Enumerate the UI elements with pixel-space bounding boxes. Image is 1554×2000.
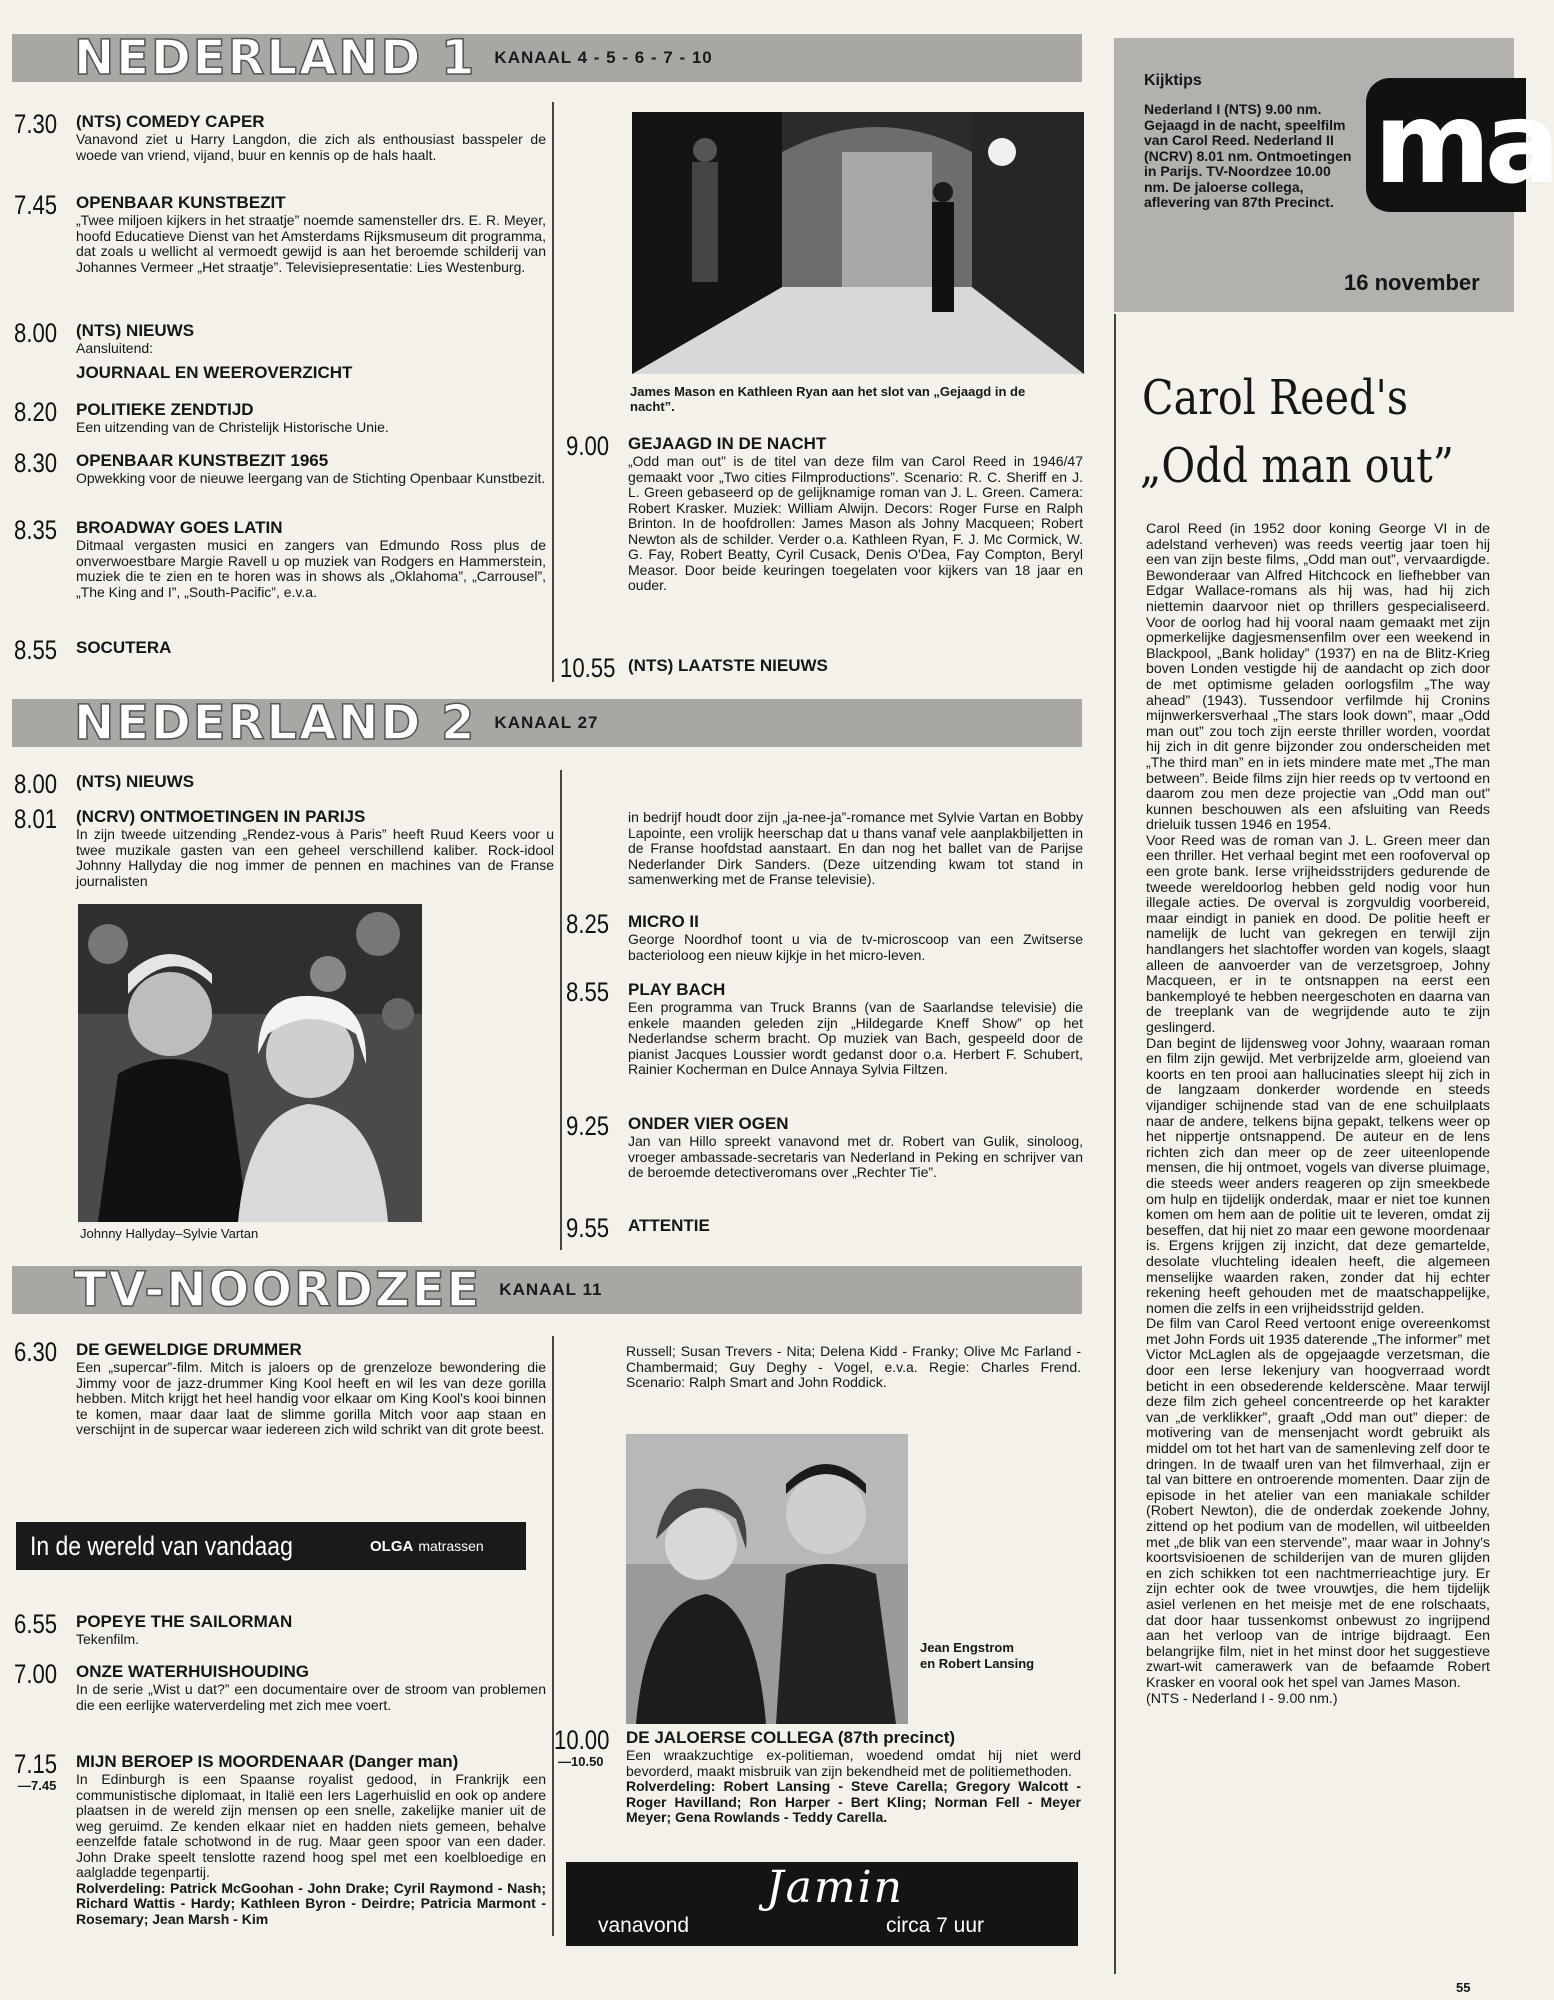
program-title: ONZE WATERHUISHOUDING — [76, 1662, 309, 1681]
program-time: 8.01 — [14, 804, 58, 834]
program-title: ONDER VIER OGEN — [628, 1114, 789, 1133]
program-text: Een programma van Truck Branns (van de Saarlandse televisie) die enkele maanden geleden zijn „Hildegarde Kneff Show” op het Nederlandse scherm bracht. Op muziek van Bach, gespeeld door de pianist Jacques Loussier wordt gedanst door o.a. Herbert F. Schubert, Rainier Kocherman en Dulce Annaya Sylvia Filtzen. — [628, 999, 1083, 1077]
program-time: 9.00 — [566, 431, 610, 461]
program-text: George Noordhof toont u via de tv-microscoop van een Zwitserse bacterioloog een nieuw kijkje in het micro-leven. — [628, 931, 1083, 963]
ad-brand: OLGA — [370, 1537, 414, 1555]
photo-caption-1: Jean Engstrom — [920, 1640, 1014, 1655]
article-paragraph: Carol Reed (in 1952 door koning George VI in de adelstand verheven) was reeds veertig jaar toen hij een van zijn beste films, „Odd man out”, vervaardigde. Bewonderaar van Alfred Hitchcock en liefhebber van Edgar Wallace-romans als hij was, had hij zich niettemin daarvoor niet op thrillers gespecialiseerd. Voor de oorlog had hij vooral naam gemaakt met zijn opmerkelijke dagjesmensenfilm over een weekend in Blackpool, „Bank holiday” (1937) en na de Blitz-Krieg boven Londen vestigde hij de aandacht op zich door de met optimisme geladen oorlogsfilm „The way ahead” (1943). Tussendoor verfilmde hij Cronins mijnwerkersverhaal „The stars look down”, maar „Odd man out” zou toch zijn eerste thriller worden, voordat hij zich in dit genre bijzonder zou onderscheiden met „The third man” en in iets mindere mate met „The man between”. Beide films zijn hier reeds op tv vertoond en daarom zou men deze projectie van „Odd man out” kunnen beschouwen als een afsluiting van Reeds drieluik tussen 1946 en 1954. — [1146, 521, 1490, 834]
program-time: 6.55 — [14, 1609, 58, 1639]
ad-text: In de wereld van vandaag — [30, 1530, 293, 1561]
program-time: 8.00 — [14, 769, 58, 799]
program-time: 8.35 — [14, 515, 58, 545]
channel-kanaal: KANAAL 11 — [499, 1280, 603, 1299]
program-entry — [14, 319, 549, 385]
day-logo-text: ma — [1374, 79, 1554, 209]
program-entry — [14, 770, 549, 798]
article-paragraph: De film van Carol Reed vertoont enige overeenkomst met John Fords uit 1935 daterende „The informer” met Victor McLaglen als de opgejaagde verzetsman, die door een Ierse lekenjury van hoogverraad wordt beticht in een obsederende kelderscène. Maar terwijl deze film zich geheel concentreerde op het karakter van „de verklikker”, graaft „Odd man out” dieper: de motivering van de mensenjacht wordt gebruikt als middel om tot het hart van de samenleving zelf door te dringen. In de twaalf uren van het filmverhaal, zijn er tal van bittere en ontroerende momenten. Daar zijn de episode in het atelier van een maniakale schilder (Robert Newton), die de onderdak zoekende Johny, zittend op het podium van de modellen, wil uitbeelden met „de blik van een stervende”, maar waar in Johny's koortsvisioenen de schilderijen van de muren glijden en zich schikken tot een nachtmerrieachtige jury. Er zijn echter ook de twee vrouwtjes, die hem tijdelijk asiel verlenen en het meisje met de ene rolschaats, dat door haar tussenkomst onbewust zo ingrijpend aan het verloop van de intrige bijdraagt. Een belangrijke film, niet in het minst door het suggestieve zwart-wit camerawerk van de befaamde Robert Krasker en vooral ook het spel van James Mason. — [1146, 1316, 1490, 1691]
program-entry — [14, 191, 549, 311]
program-title: (NCRV) ONTMOETINGEN IN PARIJS — [76, 807, 366, 826]
ad-brand-logo: Jamin — [766, 1862, 905, 1913]
channel-kanaal: KANAAL 27 — [494, 713, 599, 732]
program-time: 8.30 — [14, 448, 58, 478]
channel-title: NEDERLAND 2 — [74, 695, 477, 751]
program-entry — [14, 1660, 549, 1740]
program-entry — [560, 654, 1080, 684]
page-number: 55 — [1456, 1980, 1471, 1995]
kijktips-box — [1114, 38, 1554, 312]
program-title: POPEYE THE SAILORMAN — [76, 1612, 293, 1631]
article-title-line2: „Odd man out” — [1140, 438, 1454, 494]
program-entry — [14, 449, 549, 505]
program-title: ATTENTIE — [628, 1216, 710, 1235]
jamin-advertisement — [566, 1862, 1078, 1946]
column-divider — [552, 102, 554, 682]
program-title: DE JALOERSE COLLEGA (87th precinct) — [626, 1728, 956, 1747]
program-title: OPENBAAR KUNSTBEZIT — [76, 193, 286, 212]
photo-caption: Johnny Hallyday–Sylvie Vartan — [80, 1226, 259, 1241]
program-time: 7.15 — [14, 1749, 58, 1779]
program-cast: Rolverdeling: Robert Lansing - Steve Carella; Gregory Walcott - Roger Havilland; Ron Harper - Bert Kling; Norman Fell - Meyer Meyer; Gena Rowlands - Teddy Carella. — [626, 1778, 1081, 1825]
two-actors-illustration — [626, 1434, 908, 1724]
program-entry — [566, 1214, 1086, 1244]
program-text: In de serie „Wist u dat?” een documentaire over de stroom van problemen die een eerlijke waterverdeling met zich mee voert. — [76, 1681, 546, 1713]
nederland2-banner — [12, 695, 1082, 751]
program-text-continued — [628, 810, 1083, 888]
program-entry — [14, 110, 549, 180]
article-title-line1: Carol Reed's — [1142, 370, 1409, 426]
program-time: 8.00 — [14, 318, 58, 348]
ad-brand-suffix: matrassen — [418, 1538, 484, 1554]
program-text: Een uitzending van de Christelijk Historische Unie. — [76, 419, 389, 435]
nederland1-banner — [12, 30, 1082, 86]
program-title: (NTS) NIEUWS — [76, 772, 195, 791]
odd-man-out-photo — [632, 112, 1084, 374]
article-paragraph: Dan begint de lijdensweg voor Johny, waaraan roman en film zijn gewijd. Met verbrijzelde arm, gloeiend van koorts en ten prooi aan hallucinaties sleept hij zich in de langzaam donkerder wordende en steeds vijandiger schijnende stad van de ene schuilplaats naar de andere, telkens bijna gepakt, telkens weer op het nippertje ontsnappend. De auteur en de lens richten zich dan meer op de zeer uiteenlopende mensen, die hij ontmoet, vogels van diverse pluimage, die steeds weer anders reageren op zijn smeekbede om hulp en tijdelijk onderdak, maar er niet toe kunnen komen om hem aan de politie uit te leveren, omdat zij beseffen, dat hij niet zo maar een gewone moordenaar is. Ergens krijgen zij inzicht, dat deze gemartelde, desolate vluchteling idealen heeft, die algemeen menselijke waarden raken, zonder dat hij echter rekening heeft gehouden met de maatschappelijke, nomen die zelfs in een vrijheidsstrijd gelden. — [1146, 1035, 1490, 1317]
program-title: DE GEWELDIGE DRUMMER — [76, 1340, 302, 1359]
program-description: Een wraakzuchtige ex-politieman, woedend omdat hij niet werd bevorderd, maakt misbruik van zijn bekendheid met de politiemethoden. — [626, 1747, 1081, 1779]
program-title: SOCUTERA — [76, 638, 172, 657]
program-time: 7.30 — [14, 109, 58, 139]
program-title: (NTS) LAATSTE NIEUWS — [628, 656, 828, 675]
program-title: (NTS) NIEUWS — [76, 321, 195, 340]
column-divider — [560, 770, 562, 1250]
program-time: 8.25 — [566, 909, 610, 939]
program-text: Vanavond ziet u Harry Langdon, die zich als enthousiast basspeler de woede van vriend, vijand, buur en kennis op de hals haalt. — [76, 131, 546, 163]
program-text: Opwekking voor de nieuwe leergang van de Stichting Openbaar Kunstbezit. — [76, 470, 546, 486]
channel-title: NEDERLAND 1 — [74, 30, 477, 86]
program-time: 9.25 — [566, 1111, 610, 1141]
program-end-time: —7.45 — [18, 1778, 57, 1793]
program-text: „Odd man out” is de titel van deze film van Carol Reed in 1946/47 gemaakt voor „Two cities Filmproductions”. Scenario: R. C. Sheriff en J. L. Green gebaseerd op de gelijknamige roman van J. L. Green. Camera: Robert Krasker. Muziek: William Alwijn. Decors: Roger Furse en Ralph Brinton. In de hoofdrollen: James Mason als Johny Macqueen; Robert Newton als de schilder. Verder o.a. Kathleen Ryan, F. J. Mc Cormick, W. G. Fay, Robert Beatty, Cyril Cusack, Denis O'Dea, Fay Compton, Beryl Measor. Door beide keuringen toegelaten voor kijkers van 18 jaar en ouder. — [628, 453, 1083, 593]
program-end-time: —10.50 — [558, 1754, 604, 1769]
program-text: Aansluitend: — [76, 340, 154, 356]
ad-left-text: vanavond — [598, 1914, 690, 1937]
program-entry — [14, 1338, 549, 1478]
program-entry — [14, 398, 549, 440]
program-time: 6.30 — [14, 1337, 58, 1367]
program-title: BROADWAY GOES LATIN — [76, 518, 283, 537]
column-divider — [1114, 314, 1116, 1974]
program-entry — [554, 1726, 1084, 1856]
program-entry — [14, 1610, 549, 1654]
program-subtitle: JOURNAAL EN WEEROVERZICHT — [76, 363, 353, 382]
program-title: MICRO II — [628, 912, 699, 931]
program-time: 7.45 — [14, 190, 58, 220]
program-text — [626, 1748, 1081, 1826]
program-description: In Edinburgh is een Spaanse royalist gedood, in Frankrijk een communistische diplomaat, in Italië een Iers Lagerhuislid en ook op andere plaatsen in de wereld zijn mensen op een snelle, zakelijke manier uit de weg geruimd. Ze kenden elkaar niet en hadden niets gemeen, behalve eenzelfde fatale schotwond in de rug. Maar geen spoor van een dader. John Drake speelt tenslotte razend hoog spel met een koelbloedige en aalgladde tegenpartij. — [76, 1771, 546, 1880]
article-paragraph: Voor Reed was de roman van J. L. Green meer dan een thriller. Het verhaal begint met een roofoverval op een grote bank. Ierse vrijheidsstrijders gedurende de tweede wereldoorlog hebben geld nodig voor hun illegale acties. De overval is zorgvuldig voorbereid, maar eindigt in paniek en dood. De politie heeft er namelijk de lucht van gekregen en terwijl zijn handlangers het slachtoffer worden van kogels, slaagt alleen de aanvoerder van de verzetsgroep, Johny Macqueen, er in te ontsnappen na eerst een bankemployé te hebben neergeschoten en daarna van de treeplank van de wegrijdende auto te zijn geslingerd. — [1146, 832, 1490, 1036]
program-cast: Rolverdeling: Patrick McGoohan - John Drake; Cyril Raymond - Nash; Richard Wattis - Hardy; Kathleen Byron - Deirdre; Patricia Marmont - Rosemary; Jean Marsh - Kim — [76, 1879, 546, 1927]
photo-caption-2: en Robert Lansing — [920, 1656, 1035, 1671]
program-text: Ditmaal vergasten musici en zangers van Edmundo Ross plus de onverwoestbare Margie Ravell u op muziek van Rodgers en Hammerstein, muziek die te zien en te horen was in shows als „Oklahoma”, „Carrousel”, „The King and I”, „South-Pacific”, e.v.a. — [76, 537, 546, 600]
engstrom-lansing-photo — [626, 1434, 908, 1724]
program-time: 8.55 — [14, 635, 58, 665]
couple-illustration — [78, 904, 422, 1222]
program-entry — [14, 636, 549, 670]
day-logo — [1366, 78, 1554, 212]
program-text: „Twee miljoen kijkers in het straatje” noemde samensteller drs. E. R. Meyer, hoofd Educatieve Dienst van het Amsterdams Rijksmuseum dit programma, dat zoals u wellicht al vermoedt gewijd is aan het beroemde schilderij van Johannes Vermeer „Het straatje”. Televisiepresentatie: Lies Westenburg. — [76, 212, 546, 275]
program-entry — [14, 804, 554, 895]
program-entry — [566, 910, 1086, 966]
program-text — [76, 1772, 546, 1927]
program-text: in bedrijf houdt door zijn „ja-nee-ja”-romance met Sylvie Vartan en Bobby Lapointe, een vrolijk heerschap dat u thans vanaf vele aanplakbiljetten in de Franse hoofdstad aanstaart. En dan nog het ballet van de Parijse Nederlander Dirk Sanders. (Deze uitzending kwam tot stand in samenwerking met de Franse televisie). — [628, 809, 1083, 887]
program-time: 10.55 — [560, 653, 616, 683]
program-text: Tekenfilm. — [76, 1631, 140, 1647]
olga-advertisement — [16, 1522, 526, 1570]
article-body — [1146, 522, 1490, 1707]
hallyday-vartan-photo — [78, 904, 422, 1222]
program-title: (NTS) COMEDY CAPER — [76, 112, 265, 131]
program-entry — [14, 516, 549, 616]
program-time: 8.55 — [566, 977, 610, 1007]
channel-kanaal: KANAAL 4 - 5 - 6 - 7 - 10 — [494, 48, 713, 67]
program-text: In zijn tweede uitzending „Rendez-vous à Paris” heeft Ruud Keers voor u twee muzikale gasten van een geheel verschillend kaliber. Rock-idool Johnny Hallyday die nog immer de pennen en machines van de Franse journalisten — [76, 826, 554, 889]
program-text: Jan van Hillo spreekt vanavond met dr. Robert van Gulik, sinoloog, vroeger ambassade-secretaris van Nederland in Peking en schrijver van de beroemde detectiveromans over „Rechter Tie”. — [628, 1133, 1083, 1180]
program-title: GEJAAGD IN DE NACHT — [628, 434, 827, 453]
program-time: 7.00 — [14, 1659, 58, 1689]
noordzee-banner — [12, 1262, 1082, 1318]
program-title: PLAY BACH — [628, 980, 726, 999]
photo-caption: James Mason en Kathleen Ryan aan het slot van „Gejaagd in de nacht”. — [630, 384, 1026, 414]
program-time: 9.55 — [566, 1213, 610, 1243]
program-text: Een „supercar”-film. Mitch is jaloers op de grenzeloze bewondering die Jimmy voor de jazz-drummer King Kool heeft en wil les van deze gorilla hebben. Mitch krijgt het heel handig voor elkaar om King Kool's kooi binnen te komen, maar daar laat de slimme gorilla Mitch voor aap staan en verschijnt in de supercar waar iedereen zich wild schrikt van dit grote beest. — [76, 1359, 546, 1437]
ad-right-text: circa 7 uur — [886, 1914, 985, 1937]
street-scene-illustration — [632, 112, 1084, 374]
program-time: 10.00 — [554, 1725, 610, 1755]
program-entry — [566, 1112, 1086, 1204]
program-entry — [566, 978, 1086, 1108]
program-time: 8.20 — [14, 397, 58, 427]
program-title: OPENBAAR KUNSTBEZIT 1965 — [76, 451, 329, 470]
article-paragraph: (NTS - Nederland I - 9.00 nm.) — [1146, 1690, 1338, 1707]
kijktips-text: Nederland I (NTS) 9.00 nm. Gejaagd in de nacht, speelfilm van Carol Reed. Nederland II (NCRV) 8.01 nm. Ontmoetingen in Parijs. TV-Noordzee 10.00 nm. De jaloerse collega, aflevering van 87th Precinct. — [1144, 101, 1352, 210]
program-title: POLITIEKE ZENDTIJD — [76, 400, 254, 419]
issue-date: 16 november — [1344, 270, 1480, 295]
program-entry — [14, 1750, 549, 1950]
program-entry — [566, 432, 1086, 647]
channel-title: TV-NOORDZEE — [74, 1262, 482, 1318]
kijktips-heading: Kijktips — [1144, 72, 1202, 89]
program-cast-continued: Russell; Susan Trevers - Nita; Delena Kidd - Franky; Olive Mc Farland - Chambermaid; Guy Deghy - Vogel, e.v.a. Regie: Charles Frend. Scenario: Ralph Smart and John Roddick. — [626, 1343, 1081, 1390]
program-title: MIJN BEROEP IS MOORDENAAR (Danger man) — [76, 1752, 459, 1771]
